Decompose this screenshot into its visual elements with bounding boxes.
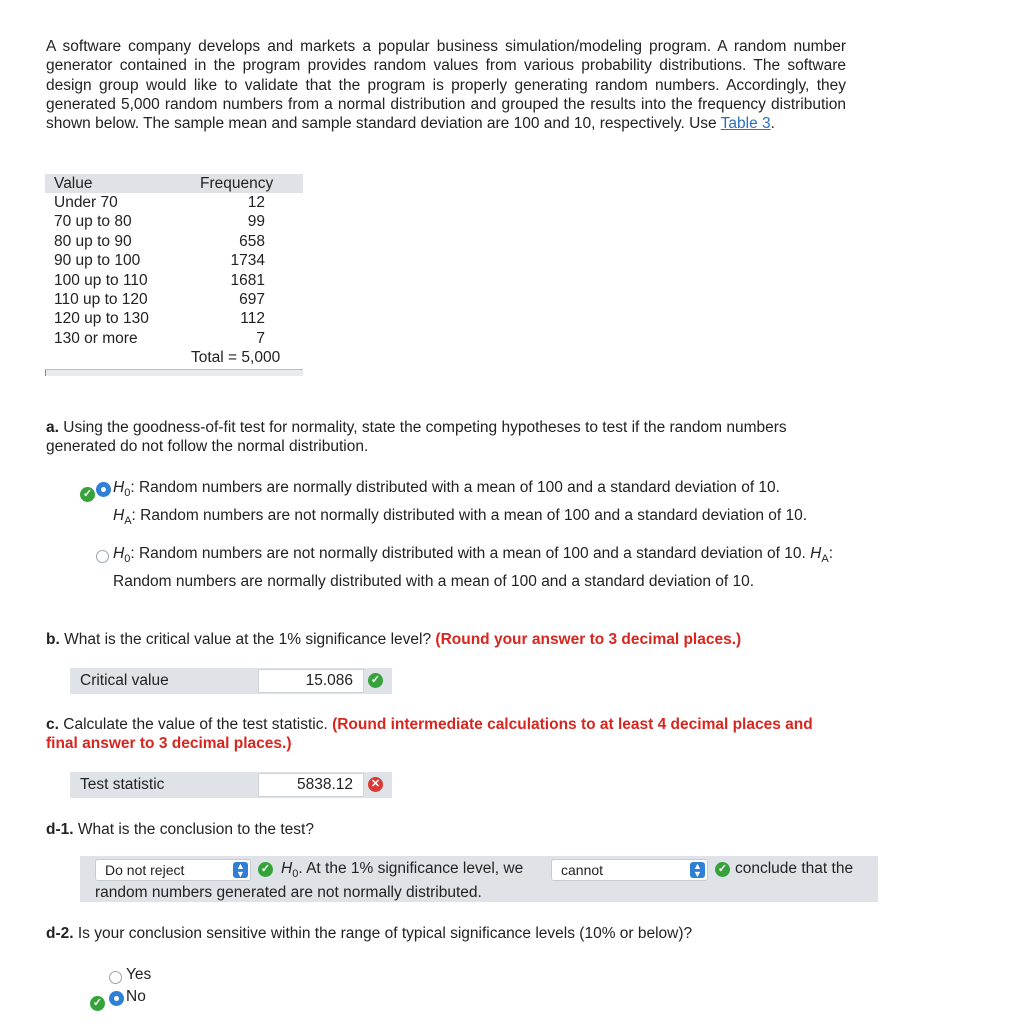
row-value: 110 up to 120 bbox=[54, 290, 148, 308]
table-row bbox=[45, 309, 303, 328]
row-value: 80 up to 90 bbox=[54, 232, 132, 250]
table-total: Total = 5,000 bbox=[191, 349, 281, 367]
table-total-row bbox=[45, 348, 303, 367]
conclusion-box bbox=[80, 856, 878, 902]
can-select[interactable] bbox=[551, 859, 708, 881]
question-a-label: a. bbox=[46, 419, 59, 436]
question-d1-text: What is the conclusion to the test? bbox=[77, 821, 314, 838]
table-row bbox=[45, 329, 303, 348]
option-no-label: No bbox=[126, 988, 146, 1005]
conclusion-mid: . At the 1% significance level, we bbox=[298, 860, 524, 877]
header-frequency: Frequency bbox=[200, 175, 274, 192]
row-value: Under 70 bbox=[54, 194, 118, 211]
row-frequency: 7 bbox=[256, 329, 265, 347]
ha-symbol: H bbox=[810, 545, 822, 562]
critical-value-row bbox=[70, 668, 392, 694]
table-3-link[interactable]: Table 3 bbox=[720, 115, 771, 133]
ha-symbol: H bbox=[113, 506, 125, 524]
conclusion-tail-2: random numbers generated are not normally distributed. bbox=[95, 884, 482, 901]
row-frequency: 1681 bbox=[230, 271, 265, 289]
question-a-text: Using the goodness-of-fit test for normality, state the competing hypotheses to test if the random numbers generated do not follow the normal distribution. bbox=[46, 419, 787, 456]
row-frequency: 697 bbox=[239, 290, 265, 308]
question-d1 bbox=[46, 820, 846, 839]
table-header bbox=[45, 174, 303, 193]
row-value: 100 up to 110 bbox=[54, 271, 148, 289]
table-row bbox=[45, 193, 303, 212]
row-frequency: 658 bbox=[239, 232, 265, 250]
table-bottom-rule bbox=[45, 369, 303, 376]
chevron-updown-icon: ▲ ▼ bbox=[233, 862, 248, 878]
h0-subscript: 0 bbox=[124, 487, 131, 500]
correct-check-icon: ✓ bbox=[715, 862, 730, 877]
row-frequency: 99 bbox=[247, 213, 265, 231]
chevron-updown-icon: ▲ ▼ bbox=[690, 862, 705, 878]
question-c bbox=[46, 715, 846, 754]
question-b-label: b. bbox=[46, 631, 60, 648]
h0-symbol: H bbox=[113, 479, 125, 496]
option-2-text bbox=[113, 543, 840, 592]
table-row bbox=[45, 271, 303, 290]
intro-period: . bbox=[770, 115, 775, 133]
correct-check-icon: ✓ bbox=[90, 989, 105, 1011]
question-b-text: What is the critical value at the 1% significance level? bbox=[64, 631, 432, 648]
hypothesis-option-1[interactable] bbox=[80, 477, 840, 532]
option-1-h0: : Random numbers are normally distributed with a mean of 100 and a standard deviation of 10. bbox=[130, 479, 780, 496]
critical-value-label: Critical value bbox=[80, 672, 169, 689]
question-d1-label: d-1. bbox=[46, 821, 74, 838]
question-d2-text: Is your conclusion sensitive within the range of typical significance levels (10% or below)? bbox=[77, 925, 693, 942]
radio-selected[interactable] bbox=[109, 989, 124, 1011]
h0-symbol: H bbox=[281, 860, 293, 877]
test-statistic-row bbox=[70, 772, 392, 798]
radio-selected[interactable] bbox=[96, 480, 111, 502]
conclusion-middle-text bbox=[281, 860, 523, 880]
option-yes-label: Yes bbox=[126, 966, 152, 983]
problem-intro bbox=[46, 37, 846, 133]
reject-select[interactable] bbox=[95, 859, 251, 881]
question-d2 bbox=[46, 924, 846, 943]
option-1-ha: : Random numbers are not normally distributed with a mean of 100 and a standard deviation of 10. bbox=[131, 506, 808, 524]
row-value: 90 up to 100 bbox=[54, 252, 141, 270]
test-statistic-input[interactable]: 5838.12 bbox=[258, 773, 364, 797]
critical-value-input[interactable]: 15.086 bbox=[258, 669, 364, 693]
question-b-note: (Round your answer to 3 decimal places.) bbox=[435, 631, 742, 648]
option-2-ha: : Random numbers are normally distributed with a mean of 100 and a standard deviation of 10. bbox=[113, 545, 834, 590]
correct-check-icon: ✓ bbox=[80, 480, 95, 502]
can-select-value: cannot bbox=[561, 862, 604, 878]
table-row bbox=[45, 232, 303, 251]
row-value: 120 up to 130 bbox=[54, 310, 149, 328]
question-a bbox=[46, 418, 846, 457]
question-b bbox=[46, 630, 846, 649]
option-1-text bbox=[113, 477, 840, 532]
incorrect-x-icon: ✕ bbox=[368, 777, 383, 792]
option-2-h0: : Random numbers are not normally distributed with a mean of 100 and a standard deviation of 10. bbox=[130, 545, 806, 562]
reject-select-value: Do not reject bbox=[105, 862, 185, 878]
radio-unselected[interactable] bbox=[109, 967, 122, 989]
question-c-text: Calculate the value of the test statistic. bbox=[63, 716, 328, 733]
intro-text: A software company develops and markets a popular business simulation/modeling program. A random number generator contained in the program provides random values from various probability distributions. The software design group would like to validate that the program is properly generating random numbers. Accordingly, they generated 5,000 random numbers from a normal distribution and grouped the results into the frequency distribution shown below. The sample mean and sample standard deviation are 100 and 10, respectively. Use bbox=[46, 38, 846, 133]
scroll-tick bbox=[45, 370, 46, 376]
table-row bbox=[45, 212, 303, 231]
test-statistic-label: Test statistic bbox=[80, 776, 165, 793]
row-value: 70 up to 80 bbox=[54, 213, 132, 231]
radio-unselected[interactable] bbox=[96, 546, 109, 568]
ha-subscript: A bbox=[124, 514, 132, 527]
question-c-note: (Round intermediate calculations to at least 4 decimal places and final answer to 3 decimal places.) bbox=[46, 716, 813, 753]
table-row bbox=[45, 290, 303, 309]
h0-symbol: H bbox=[113, 545, 125, 562]
correct-check-icon: ✓ bbox=[258, 862, 273, 877]
table-row bbox=[45, 251, 303, 270]
question-c-label: c. bbox=[46, 716, 59, 733]
frequency-table bbox=[45, 174, 303, 376]
row-frequency: 112 bbox=[240, 310, 265, 328]
h0-subscript: 0 bbox=[124, 553, 131, 566]
conclusion-tail-1: conclude that the bbox=[735, 860, 854, 877]
row-value: 130 or more bbox=[54, 329, 138, 347]
row-frequency: 12 bbox=[247, 194, 265, 211]
correct-check-icon: ✓ bbox=[368, 673, 383, 688]
ha-subscript: A bbox=[821, 553, 829, 566]
question-d2-label: d-2. bbox=[46, 925, 74, 942]
row-frequency: 1734 bbox=[230, 252, 265, 270]
header-value: Value bbox=[54, 175, 93, 192]
hypothesis-option-2[interactable] bbox=[80, 543, 840, 592]
h0-subscript: 0 bbox=[292, 868, 299, 881]
